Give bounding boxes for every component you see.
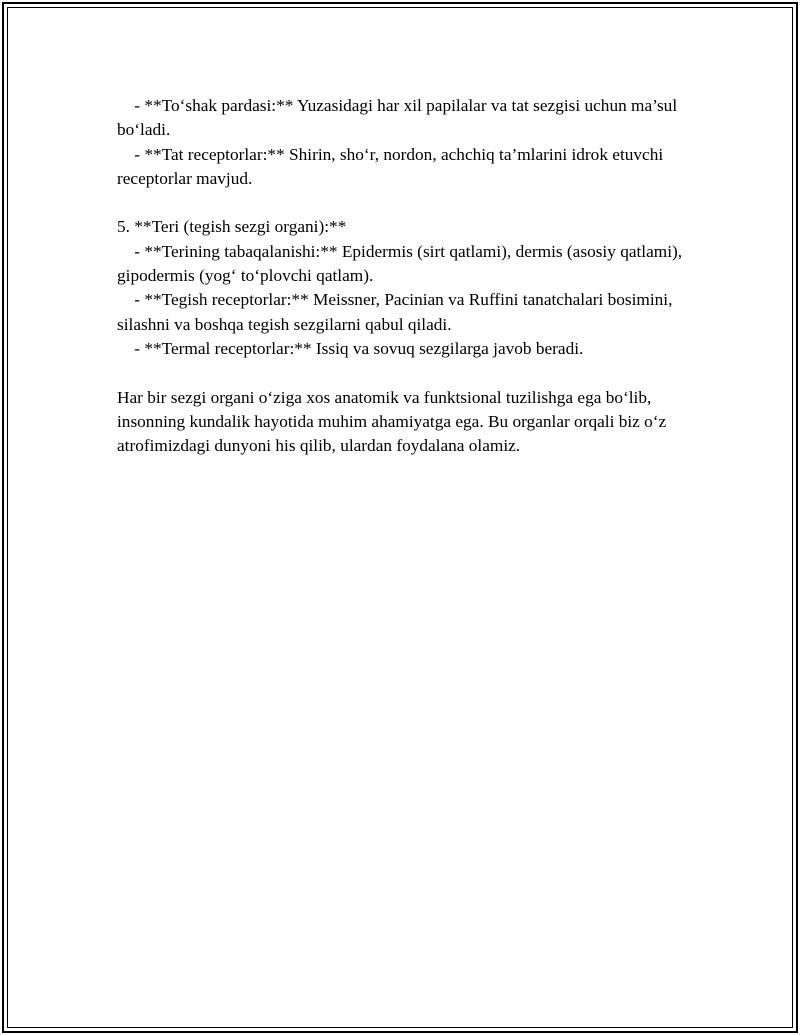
paragraph-terining-tabaqalanishi: - **Terining tabaqalanishi:** Epidermis (sirt qatlami), dermis (asosiy qatlami), gipodermis (yog‘ to‘plovchi qatlam).	[117, 241, 687, 286]
paragraph-gap	[117, 191, 687, 215]
paragraph-conclusion: Har bir sezgi organi o‘ziga xos anatomik va funktsional tuzilishga ega bo‘lib, insonning kundalik hayotida muhim ahamiyatga ega. Bu organlar orqali biz o‘z atrofimizdagi dunyoni his qilib, ulardan foydalana olamiz.	[117, 387, 671, 456]
paragraph-toshak-pardasi: - **To‘shak pardasi:** Yuzasidagi har xil papilalar va tat sezgisi uchun ma’sul bo‘ladi.	[117, 96, 682, 140]
paragraph-gap	[117, 361, 687, 385]
document-body	[117, 94, 687, 458]
paragraph-tat-receptorlar: - **Tat receptorlar:** Shirin, sho‘r, nordon, achchiq ta’mlarini idrok etuvchi receptorlar mavjud.	[117, 144, 668, 188]
paragraph-termal-receptorlar: - **Termal receptorlar:** Issiq va sovuq sezgilarga javob beradi.	[117, 338, 584, 358]
paragraph-tegish-receptorlar: - **Tegish receptorlar:** Meissner, Pacinian va Ruffini tanatchalari bosimini, silashni va boshqa tegish sezgilarni qabul qiladi.	[117, 290, 677, 334]
paragraph-teri-heading: 5. **Teri (tegish sezgi organi):**	[117, 217, 347, 237]
